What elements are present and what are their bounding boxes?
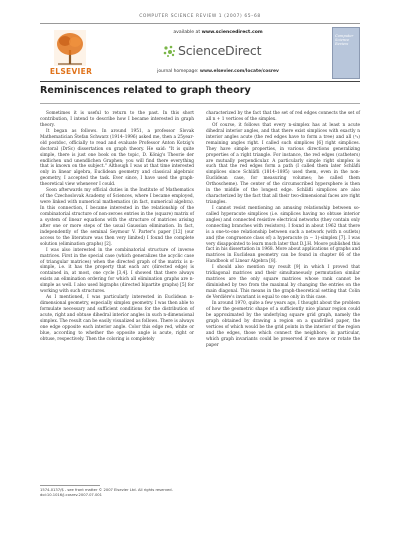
journal-homepage-line (106, 69, 330, 74)
sciencedirect-url-link[interactable]: www.sciencedirect.com (201, 30, 263, 35)
copyright-line: 1574-0137/$ - see front matter © 2007 Elsevier Ltd. All rights reserved. (40, 488, 173, 492)
paragraph: I was also interested in the combinatorial structure of inverse matrices. First in the special case (which generalizes the acyclic case of triangular matrices) when the directed graph of the matrix is n-simple, i.e. it has the property that each arc (directed edge) is contained in, at most, one cycle [3,4]. I showed that there always exists an elimination ordering for which all elimination graphs are n-simple as well. I also used bigraphs (directed bipartite graphs) [5] for working with such structures. (40, 247, 194, 295)
elsevier-tree-icon (54, 30, 86, 66)
body-column-right (206, 111, 360, 349)
masthead (40, 27, 360, 79)
paragraph: In around 1970, quite a few years ago, I thought about the problem of how the geometric shape of a sufficiently nice planar region could be approximated by the underlying square grid graph, namely the graph obtained by drawing a region on a quadrilled paper, the vertices of which would be the grid points in the interior of the region and the edges, those which connect the neighbors; in particular, which graph invariants could be preserved if we move or rotate the paper (206, 301, 360, 348)
masthead-bottom-rule (40, 81, 360, 82)
article-title: Reminiscences related to graph theory (40, 85, 251, 96)
paragraph: Sometimes it is useful to return to the past. In this short contribution, I intend to describe how I became interested in graph theory. (40, 111, 194, 128)
journal-running-header: COMPUTER SCIENCE REVIEW 1 (2007) 65–68 (139, 14, 261, 19)
footnote-rule (40, 485, 100, 486)
elsevier-logo[interactable] (40, 27, 102, 79)
paragraph: Of course, it follows that every n-simplex has at least n acute dihedral interior angles, and that there exist simplices with exactly n interior angles acute (the red edges have to form a tree) and all (ⁿ₂) remaining angles right. I called such simplices [6] right simplices. They have simple properties, in various directions generalizing properties of a right triangle. For instance, the red edges (catheters) are mutually perpendicular. A particularly simple right simplex is such that the red edges form a path (I called them later Schläfli simplices since Schläfli (1814–1895) used them, even in the non-Euclidean case, for measuring volumes; he called them Orthoscheme). The center of the circumscribed hypersphere is then in the middle of the longest edge. Schläfli simplices are also characterized by the fact that all their two-dimensional faces are right triangles. (206, 123, 360, 205)
body-column-left (40, 111, 194, 343)
paragraph: I should also mention my result [9] in which I proved that tridiagonal matrices and their simultaneously permutation similar matrices are the only square matrices whose rank cannot be diminished by two from the maximal by changing the entries on the main diagonal. This means in the graph-theoretical setting that Colin de Verdière's invariant is equal to one only in this case. (206, 265, 360, 300)
journal-cover-thumbnail[interactable] (332, 27, 360, 79)
sciencedirect-mark-icon (162, 44, 176, 58)
masthead-center (106, 27, 330, 79)
paragraph: It began as follows. In around 1951, a professor Slovak Mathematician Štefan Schwarz (1914–1996) asked me, then a 25year-old postdoc, officially to read and evaluate Professor Anton Kotzig's doctoral (DrSc) dissertation on graph theory. He said: "It is quite simple, there is just one book on the topic, D. König's Theorie der endlichen und unendlichen Graphen; you will find there everything that is known on the subject." Although I was at that time interested only in linear algebra, Euclidean geometry and classical algebraic geometry, I accepted the task. Ever since, I have used the graph-theoretical view whenever I could. (40, 129, 194, 188)
elsevier-wordmark: ELSEVIER (49, 67, 93, 76)
available-prefix: available at (173, 30, 202, 35)
available-at-line (106, 30, 330, 35)
footnote (40, 488, 240, 498)
doi-link[interactable]: doi:10.1016/j.cosrev.2007.07.001 (40, 493, 102, 497)
paragraph: characterized by the fact that the set of red edges connects the set of all n + 1 vertices of the simplex. (206, 111, 360, 122)
journal-homepage-link[interactable]: www.elsevier.com/locate/cosrev (199, 69, 279, 74)
title-rule (40, 103, 360, 104)
paragraph: Soon afterwards my official duties in the Institute of Mathematics of the Czechoslovak Academy of Sciences, where I became employed, were linked with numerical mathematics (in fact, numerical algebra). In this connection, I became interested in the relationship of the combinatorial structure of non-zeroes entries in the (square) matrix of a system of linear equations with the structure of matrices arising after one or more steps of the usual Gaussian elimination. In fact, independently of the seminal Seymour V. Parter's paper [12] (our access to the literature was then very limited) I found the complete solution (elimination graphs) [2]. (40, 188, 194, 247)
homepage-prefix: journal homepage: (157, 69, 200, 74)
sciencedirect-wordmark: ScienceDirect (178, 43, 262, 58)
paragraph: I cannot resist mentioning an amusing relationship between so-called hyperacute simplices (i.e. simplices having no obtuse interior angles) and connected resistive electrical networks (they contain only connecting branches with resistors). I found in about 1962 that there is a one-to-one relationship between such a network (with n outlets) and (the congruence class of) a hyperacute (n − 1)-simplex [7]. I was very disappointed to learn much later that D.J.H. Moore published this fact in his dissertation in 1968. More about applications of graphs and matrices in Euclidean geometry can be found in chapter 66 of the Handbook of Linear Algebra [8]. (206, 206, 360, 265)
header-top-rule (40, 23, 360, 24)
paragraph: As I mentioned, I was particularly interested in Euclidean n-dimensional geometry, especially simplex geometry. I was then able to formulate necessary and sufficient conditions for the distribution of acute, right and obtuse dihedral interior angles in such n-dimensional simplex. The result can be easily visualized as follows. There is always one edge opposite each interior angle. Color this edge red, white or blue, according to whether the opposite angle is acute, right or obtuse, respectively. Then the coloring is completely (40, 295, 194, 342)
cover-title: Computer Science Review (335, 34, 354, 47)
sciencedirect-logo[interactable] (162, 43, 272, 61)
